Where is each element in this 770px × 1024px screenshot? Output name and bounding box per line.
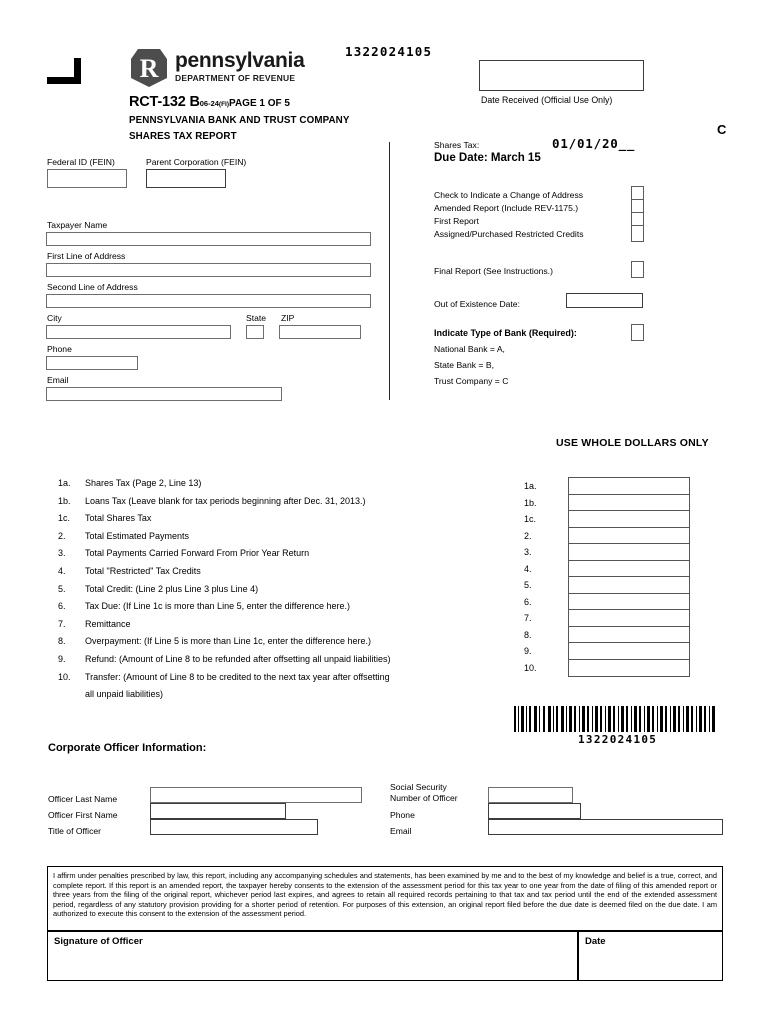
registration-mark-icon (47, 58, 81, 84)
officer-phone-input[interactable] (488, 803, 581, 819)
vertical-divider (389, 142, 390, 400)
signature-of-officer-label: Signature of Officer (54, 936, 143, 947)
amount-line-number: 9. (524, 646, 532, 656)
tax-line-text: Tax Due: (If Line 1c is more than Line 5, enter the difference here.) (85, 601, 350, 612)
bank-type-trust: Trust Company = C (434, 376, 509, 386)
final-report-label: Final Report (See Instructions.) (434, 266, 553, 276)
signature-date-divider (577, 932, 579, 980)
report-status-checkbox-group (434, 190, 584, 242)
state-label: State (246, 313, 267, 323)
form-code-number: 1322024105 (345, 44, 433, 59)
bank-type-state: State Bank = B, (434, 360, 494, 370)
tax-line-number: 7. (58, 618, 66, 629)
bank-type-national: National Bank = A, (434, 344, 505, 354)
federal-id-label: Federal ID (FEIN) (47, 157, 115, 167)
tax-line-row (58, 636, 498, 654)
date-received-label: Date Received (Official Use Only) (481, 95, 613, 105)
address-line2-input[interactable] (46, 294, 371, 308)
tax-line-number: 10. (58, 671, 71, 682)
taxpayer-email-label: Email (47, 375, 69, 385)
officer-first-name-input[interactable] (150, 803, 286, 819)
tax-line-text: Total Estimated Payments (85, 530, 190, 541)
tax-line-text: Total Payments Carried Forward From Prior Year Return (85, 548, 310, 559)
tax-line-row (58, 672, 498, 690)
amount-line-number: 1b. (524, 497, 537, 508)
tax-line-text: Refund: (Amount of Line 8 to be refunded after offsetting all unpaid liabilities) (85, 653, 391, 664)
shares-tax-period: 01/01/20__ (552, 136, 636, 151)
officer-last-name-input[interactable] (150, 787, 362, 803)
amount-input-4[interactable] (569, 561, 689, 578)
final-report-checkbox[interactable] (631, 261, 644, 278)
amount-line-number: 1a. (524, 481, 537, 491)
address-line2-label: Second Line of Address (47, 282, 138, 292)
amount-input-9[interactable] (569, 643, 689, 660)
officer-email-input[interactable] (488, 819, 723, 835)
amount-line-numbers (524, 478, 556, 676)
amended-report-label: Amended Report (Include REV-1175.) (434, 203, 579, 213)
officer-ssn-input[interactable] (488, 787, 573, 803)
tax-line-text: Total Shares Tax (85, 513, 152, 524)
tax-line-text: Remittance (85, 618, 131, 629)
officer-ssn-label-line2: Number of Officer (390, 793, 458, 803)
officer-phone-label: Phone (390, 810, 415, 820)
tax-line-number: 5. (58, 583, 66, 594)
tax-line-number: 3. (58, 548, 66, 559)
amount-line-number: 6. (524, 596, 532, 607)
tax-line-row (58, 548, 498, 566)
tax-line-text: Shares Tax (Page 2, Line 13) (85, 478, 202, 488)
amount-line-number: 1c. (524, 514, 537, 524)
out-of-existence-label: Out of Existence Date: (434, 299, 520, 309)
amount-input-8[interactable] (569, 627, 689, 644)
amount-line-number: 2. (524, 530, 532, 541)
tax-line-number: 8. (58, 636, 66, 647)
zip-label: ZIP (281, 313, 295, 323)
logo-title: pennsylvania (175, 49, 305, 72)
amount-input-7[interactable] (569, 610, 689, 627)
bank-type-checkbox[interactable] (631, 324, 644, 341)
parent-corp-label: Parent Corporation (FEIN) (146, 157, 247, 167)
first-report-label: First Report (434, 216, 479, 226)
tax-line-row-continuation (58, 689, 498, 707)
form-page-of: PAGE 1 OF 5 (229, 98, 290, 109)
officer-last-name-label: Officer Last Name (48, 794, 118, 804)
tax-line-number: 9. (58, 653, 66, 664)
tax-line-number: 1a. (58, 478, 71, 488)
amount-input-6[interactable] (569, 594, 689, 611)
amount-input-1a[interactable] (569, 478, 689, 495)
tax-line-text: Loans Tax (Leave blank for tax periods beginning after Dec. 31, 2013.) (85, 495, 366, 506)
keystone-icon (129, 48, 169, 88)
change-of-address-label: Check to Indicate a Change of Address (434, 190, 584, 200)
logo-subtitle: DEPARTMENT OF REVENUE (175, 73, 296, 83)
amount-entry-grid (568, 477, 690, 677)
tax-line-row (58, 619, 498, 637)
officer-email-label: Email (390, 826, 412, 836)
bank-type-marker: C (717, 122, 727, 137)
tax-line-number: 2. (58, 530, 66, 541)
tax-line-text: Total Credit: (Line 2 plus Line 3 plus Line 4) (85, 583, 259, 594)
amount-input-2[interactable] (569, 528, 689, 545)
form-fi-marker: (FI) (218, 101, 230, 108)
form-number: RCT-132 B (129, 94, 200, 110)
tax-line-number: 1b. (58, 495, 71, 506)
officer-section-title: Corporate Officer Information: (48, 742, 207, 754)
signature-box (47, 931, 723, 981)
shares-tax-label: Shares Tax: (434, 140, 480, 150)
barcode-icon (512, 706, 717, 732)
tax-line-row (58, 601, 498, 619)
amount-line-number: 8. (524, 629, 532, 640)
tax-line-row (58, 566, 498, 584)
city-input[interactable] (46, 325, 231, 339)
taxpayer-name-input[interactable] (46, 232, 371, 246)
amount-input-1c[interactable] (569, 511, 689, 528)
tax-line-row (58, 654, 498, 672)
form-revision: 06-24 (199, 99, 219, 108)
tax-line-row (58, 496, 498, 514)
tax-line-text: Overpayment: (If Line 5 is more than Line 1c, enter the difference here.) (85, 636, 371, 647)
taxpayer-name-label: Taxpayer Name (47, 220, 108, 230)
tax-line-number: 4. (58, 565, 66, 576)
tax-line-row (58, 584, 498, 602)
taxpayer-phone-label: Phone (47, 344, 72, 354)
affirmation-box (47, 866, 723, 931)
date-label: Date (585, 936, 606, 947)
tax-line-row (58, 478, 498, 496)
amount-input-1b[interactable] (569, 495, 689, 512)
form-title-line-1: PENNSYLVANIA BANK AND TRUST COMPANY (129, 115, 350, 126)
amount-line-number: 3. (524, 547, 532, 557)
address-line1-input[interactable] (46, 263, 371, 277)
tax-line-number: 1c. (58, 513, 71, 524)
tax-line-row (58, 513, 498, 531)
parent-corp-input[interactable] (146, 169, 226, 188)
officer-title-label: Title of Officer (48, 826, 102, 836)
tax-line-row (58, 531, 498, 549)
tax-line-text: Transfer: (Amount of Line 8 to be credited to the next tax year after offsetting (85, 671, 390, 682)
amount-input-3[interactable] (569, 544, 689, 561)
amount-input-5[interactable] (569, 577, 689, 594)
form-title-block (129, 94, 429, 145)
whole-dollars-notice: USE WHOLE DOLLARS ONLY (556, 437, 709, 449)
tax-line-continuation-text: all unpaid liabilities) (85, 689, 164, 700)
tax-line-number: 6. (58, 601, 66, 612)
date-received-input[interactable] (479, 60, 644, 91)
svg-text:R: R (139, 54, 159, 83)
tax-line-text: Total "Restricted" Tax Credits (85, 565, 201, 576)
bank-type-title: Indicate Type of Bank (Required): (434, 328, 577, 338)
barcode-number: 1322024105 (578, 733, 658, 746)
city-label: City (47, 313, 62, 323)
amount-line-number: 5. (524, 580, 532, 590)
state-input[interactable] (246, 325, 264, 339)
tax-lines-list (58, 478, 498, 707)
federal-id-input[interactable] (47, 169, 127, 188)
restricted-credits-checkbox[interactable] (631, 225, 644, 242)
form-title-line-2: SHARES TAX REPORT (129, 131, 237, 142)
restricted-credits-label: Assigned/Purchased Restricted Credits (434, 229, 584, 239)
affirmation-text: I affirm under penalties prescribed by law, this report, including any accompanying schedules and statements, has been examined by me and to the best of my knowledge and belief is a true, correct, and complete report. If this report is an amended report, the taxpayer hereby consents to the extension of the assessment period for this tax year to one year from the date of filing of this amended report or three years from the filing of the original report, whichever period last expires, and agrees to retain all required records pertaining to that tax and tax period until the end of the extended assessment period, regardless of any statutory provision providing for a shorter period of retention. For purposes of this extension, an original report filed before the due date is deemed filed on the due date. I am authorized to execute this consent to the extension of the assessment period. (53, 871, 717, 919)
officer-ssn-label-line1: Social Security (390, 782, 447, 792)
officer-first-name-label: Officer First Name (48, 810, 118, 820)
zip-input[interactable] (279, 325, 361, 339)
pennsylvania-dor-logo (129, 48, 359, 90)
amount-input-10[interactable] (569, 660, 689, 677)
due-date-label: Due Date: March 15 (434, 152, 541, 164)
officer-title-input[interactable] (150, 819, 318, 835)
out-of-existence-input[interactable] (566, 293, 643, 308)
amount-line-number: 4. (524, 563, 532, 574)
address-line1-label: First Line of Address (47, 251, 126, 261)
taxpayer-phone-input[interactable] (46, 356, 138, 370)
amount-line-number: 10. (524, 662, 537, 673)
amount-line-number: 7. (524, 613, 532, 623)
taxpayer-email-input[interactable] (46, 387, 282, 401)
